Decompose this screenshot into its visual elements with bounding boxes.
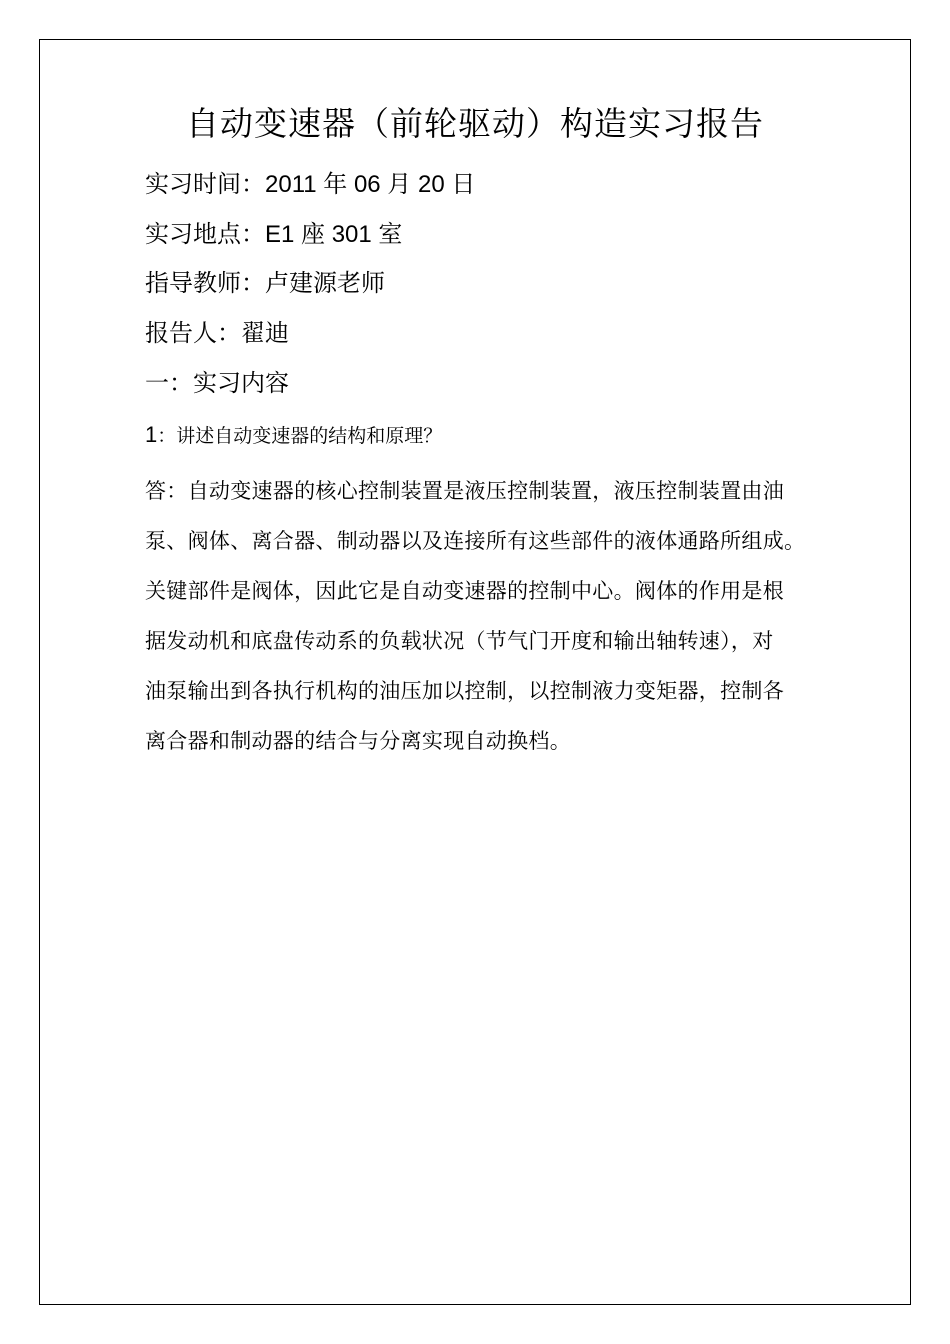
teacher-value: 卢建源老师 <box>265 269 385 297</box>
internship-time-line <box>145 168 475 201</box>
internship-time-label: 实习时间： <box>145 170 265 198</box>
section-heading: 一：实习内容 <box>145 369 289 397</box>
teacher-line <box>145 267 385 299</box>
internship-place-label: 实习地点： <box>145 220 265 248</box>
answer-paragraph <box>145 466 815 766</box>
question-number: 1 <box>145 422 158 447</box>
answer-line: 答：自动变速器的核心控制装置是液压控制装置，液压控制装置由油 <box>145 479 784 503</box>
report-title: 自动变速器（前轮驱动）构造实习报告 <box>186 104 764 143</box>
reporter-label: 报告人： <box>145 319 241 347</box>
internship-place-line <box>145 218 402 251</box>
reporter-line <box>145 317 289 349</box>
answer-line: 离合器和制动器的结合与分离实现自动换档。 <box>145 729 571 753</box>
internship-time-value: 2011 年 06 月 20 日 <box>265 171 476 198</box>
question-text: ：讲述自动变速器的结构和原理？ <box>157 425 443 447</box>
answer-line: 据发动机和底盘传动系的负载状况（节气门开度和输出轴转速），对 <box>145 629 774 653</box>
answer-line: 泵、阀体、离合器、制动器以及连接所有这些部件的液体通路所组成。 <box>145 529 806 553</box>
question-1 <box>145 420 442 451</box>
teacher-label: 指导教师： <box>145 269 265 297</box>
answer-line: 关键部件是阀体，因此它是自动变速器的控制中心。阀体的作用是根 <box>145 579 784 603</box>
answer-line: 油泵输出到各执行机构的油压加以控制，以控制液力变矩器，控制各 <box>145 679 784 703</box>
reporter-value: 翟迪 <box>241 319 289 347</box>
internship-place-value: E1 座 301 室 <box>265 221 403 248</box>
